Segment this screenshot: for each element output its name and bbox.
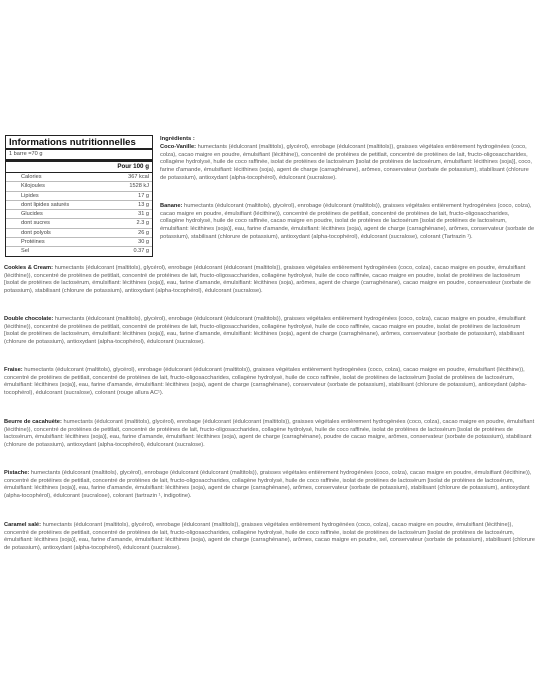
ingredient-block-coco-vanille — [160, 144, 535, 182]
nutrient-value: 1528 kJ — [129, 183, 149, 190]
ingredient-block-fraise — [4, 367, 535, 398]
nutrition-row — [6, 219, 152, 228]
nutrient-value: 17 g — [138, 192, 149, 199]
nutrient-value: 2.3 g — [136, 220, 149, 227]
ingredient-block-double-chocolate — [4, 316, 535, 347]
flavor-name: Cookies & Cream: — [4, 265, 53, 271]
nutrient-label: Calories — [21, 174, 42, 180]
nutrient-label: Sel — [21, 248, 30, 255]
nutrient-label: Protéines — [21, 239, 45, 246]
nutrition-table — [5, 135, 153, 257]
nutrition-row — [6, 210, 152, 219]
nutrient-label: Glucides — [21, 211, 43, 218]
nutrition-title: Informations nutritionnelles — [6, 136, 152, 150]
ingredient-text: humectants (édulcorant (maltitols), glycérol), enrobage (édulcorant (maltitols)), graisses végétales entièrement hydrogénées (coco, colza), cacao maigre en poudre, émulsifiant (lécithine)), concentré de protéines de petitlait, concentré de protéines de lait, fructo-oligosaccharides, collagène hydrolysé, huile de coco raffinée, isolat de protéines de lactosérum [isolat de protéines de lactosérum, émulsifiant: lécithines (soja)], coco, farine d'amande, émulsifiant: lécithines (soja), agent de charge (carraghénane), arômes, conservateur (sorbate de potassium), stabilisant (chlorure de potassium), antioxydant (alpha-tocophérol), édulcorant (sucralose). — [160, 144, 532, 181]
flavor-name: Fraise: — [4, 367, 23, 373]
ingredient-block-cookies-cream — [4, 265, 535, 296]
ingredient-block-beurre-de-cacahuete — [4, 419, 535, 450]
nutrient-value: 0.37 g — [133, 248, 149, 255]
flavor-name: Double chocolate: — [4, 316, 54, 322]
serving-size: 1 barre =70 g — [6, 150, 152, 162]
ingredient-text: humectants (édulcorant (maltitols), glycérol), enrobage (édulcorant (édulcorant (maltitols)), graisses végétales entièrement hydrogénées (coco, colza), cacao maigre en poudre, émulsifiant (lécithine)), concentré de protéines de petitlait, concentré de protéines de lait, fructo-oligosaccharides, collagène hydrolysé, huile de coco raffinée, isolat de protéines de lactosérum [isolat de protéines de lactosérum, émulsifiant: lécithines (soja)], eau, farine d'amande, émulsifiant: lécithines (soja), agent de charge (carraghénane), poudre de cacao maigre, arômes, conservateur (sorbate de potassium), stabilisant (chlorure de potassium), antioxydant (alpha-tocophérol), édulcorant (sucralose). — [4, 419, 535, 448]
flavor-name: Pistache: — [4, 470, 30, 476]
ingredient-text: humectants (édulcorant (maltitols), glycérol), enrobage (édulcorant (édulcorant (maltitols)), graisses végétales entièrement hydrogénées (coco, colza), cacao maigre en poudre, émulsifiant (lécithine)), concentré de protéines de petitlait, concentré de protéines de lait, fructo-oligosaccharides, collagène hydrolysé, huile de coco raffinée, cacao maigre en poudre, isolat de protéines de lactosérum [isolat de protéines de lactosérum, émulsifiant: lécithines (soja)], eau, farine d'amande, émulsifiant: lécithines (soja), agent de charge (carraghénane), arômes, conservateur (sorbate de potassium), stabilisant (chlorure de potassium), antioxydant (alpha-tocophérol), édulcorant (sucralose). — [4, 316, 526, 345]
nutrient-label: dont polyols — [21, 229, 51, 236]
nutrition-row — [6, 173, 152, 182]
ingredient-text: humectants (édulcorant (maltitols), glycérol), enrobage (édulcorant (maltitols)), graisses végétales entièrement hydrogénées (coco, colza), cacao maigre en poudre, émulsifiant (lécithine)), concentré de protéines de petitlait, concentré de protéines de lait, fructo-oligosaccharides, collagène hydrolysé, huile de coco raffinée, cacao maigre en poudre, isolat de protéines de lactosérum [isolat de protéines de lactosérum, émulsifiant: lécithines (soja)], eau, farine d'amande, émulsifiant: lécithines (soja), agent de charge (carraghénane), arômes, conservateur (sorbate de potassium), stabilisant (chlorure de potassium), antioxydant (alpha-tocophérol), édulcorant (sucralose), colorant (Tartrazin ¹). — [160, 203, 535, 240]
nutrient-label: dont sucres — [21, 220, 50, 227]
nutrient-label: Lipides — [21, 192, 39, 199]
nutrition-row — [6, 229, 152, 238]
nutrition-row — [6, 182, 152, 191]
nutrient-value: 26 g — [138, 229, 149, 236]
nutrition-row — [6, 201, 152, 210]
nutrition-row — [6, 247, 152, 255]
ingredient-block-banane — [160, 203, 535, 241]
nutrition-column-header: Pour 100 g — [6, 162, 152, 173]
flavor-name: Caramel salé: — [4, 522, 41, 528]
nutrient-label: Kilojoules — [21, 183, 45, 190]
ingredient-block-pistache — [4, 470, 535, 501]
flavor-name: Coco-Vanille: — [160, 144, 197, 150]
nutrient-value: 367 kcal — [128, 174, 149, 180]
ingredient-text: humectants (édulcorant (maltitols), glycérol), enrobage (édulcorant (édulcorant (maltitols)), graisses végétales entièrement hydrogénées (coco, colza), cacao maigre en poudre, émulsifiant (lécithine)), concentré de protéines de petitlait, concentré de protéines de lait, fructo-oligosaccharides, collagène hydrolysé, huile de coco raffinée, isolat de protéines de lactosérum [isolat de protéines de lactosérum, émulsifiant: lécithines (soja)], eau, farine d'amande, émulsifiant: lécithines (soja), agent de charge (carraghénane), conservateur (sorbate de potassium), stabilisant (chlorure de potassium), antioxydant (alpha-tocophérol), édulcorant (sucralose), colorant (rouge allura AC¹). — [4, 367, 527, 396]
ingredient-text: humectants (édulcorant (maltitols), glycérol), enrobage (édulcorant (édulcorant (maltitols)), graisses végétales entièrement hydrogénées (coco, colza), cacao maigre en poudre, émulsifiant (lécithine)), concentré de protéines de petitlait, concentré de protéines de lait, fructo-oligosaccharides, collagène hydrolysé, huile de coco raffinée, isolat de protéines de lactosérum [isolat de protéines de lactosérum, émulsifiant: lécithines (soja)], eau, farine d'amande, émulsifiant: lécithines (soja), agent de charge (carraghénane), arômes, conservateur (sorbate de potassium), stabilisant (chlorure de potassium), antioxydant (alpha-tocophérol), édulcorant (sucralose), colorant (tartrazin ¹, indigotine). — [4, 470, 532, 499]
nutrition-row — [6, 238, 152, 247]
flavor-name: Banane: — [160, 203, 183, 209]
ingredient-text: humectants (édulcorant (maltitols), glycérol), enrobage (édulcorant (maltitols)), graisses végétales entièrement hydrogénées (coco, colza), cacao maigre en poudre, émulsifiant (lécithine)), concentré de protéines de petitlait, concentré de protéines de lait, fructo-oligosaccharides, collagène hydrolysé, huile de coco raffinée, isolat de protéines de lactosérum [isolat de protéines de lactosérum, émulsifiant: lécithines (soja)], eau, farine d'amande, émulsifiant: lécithines (soja), agent de charge (carraghénane), arômes, cacao maigre en poudre, sel, conservateur (sorbate de potassium), stabilisant (chlorure de potassium), antioxydant (alpha-tocophérol), édulcorant (sucralose). — [4, 522, 535, 551]
nutrient-label: dont lipides saturés — [21, 201, 70, 208]
ingredients-title: Ingrédients : — [160, 136, 195, 142]
nutrition-row — [6, 192, 152, 201]
ingredient-block-caramel-sale — [4, 522, 535, 553]
flavor-name: Beurre de cacahuète: — [4, 419, 62, 425]
ingredient-text: humectants (édulcorant (maltitols), glycérol), enrobage (édulcorant (édulcorant (maltitols)), graisses végétales entièrement hydrogénées (coco, colza), cacao maigre en poudre, émulsifiant (lécithine)), concentré de protéines de petitlait, concentré de protéines de lait, fructo-oligosaccharides, collagène hydrolysé, huile de coco raffinée, cacao maigre en poudre, isolat de protéines de lactosérum [isolat de protéines de lactosérum, émulsifiant: lécithines (soja)], eau, farine d'amande, émulsifiant: lécithines (soja), arômes, agent de charge (carraghénane), cacao maigre en poudre, conservateur (sorbate de potassium), stabilisant (chlorure de potassium), antioxydant (alpha-tocophérol), édulcorant (sucralose). — [4, 265, 531, 294]
nutrient-value: 13 g — [138, 201, 149, 208]
nutrient-value: 31 g — [138, 211, 149, 218]
nutrient-value: 30 g — [138, 239, 149, 246]
